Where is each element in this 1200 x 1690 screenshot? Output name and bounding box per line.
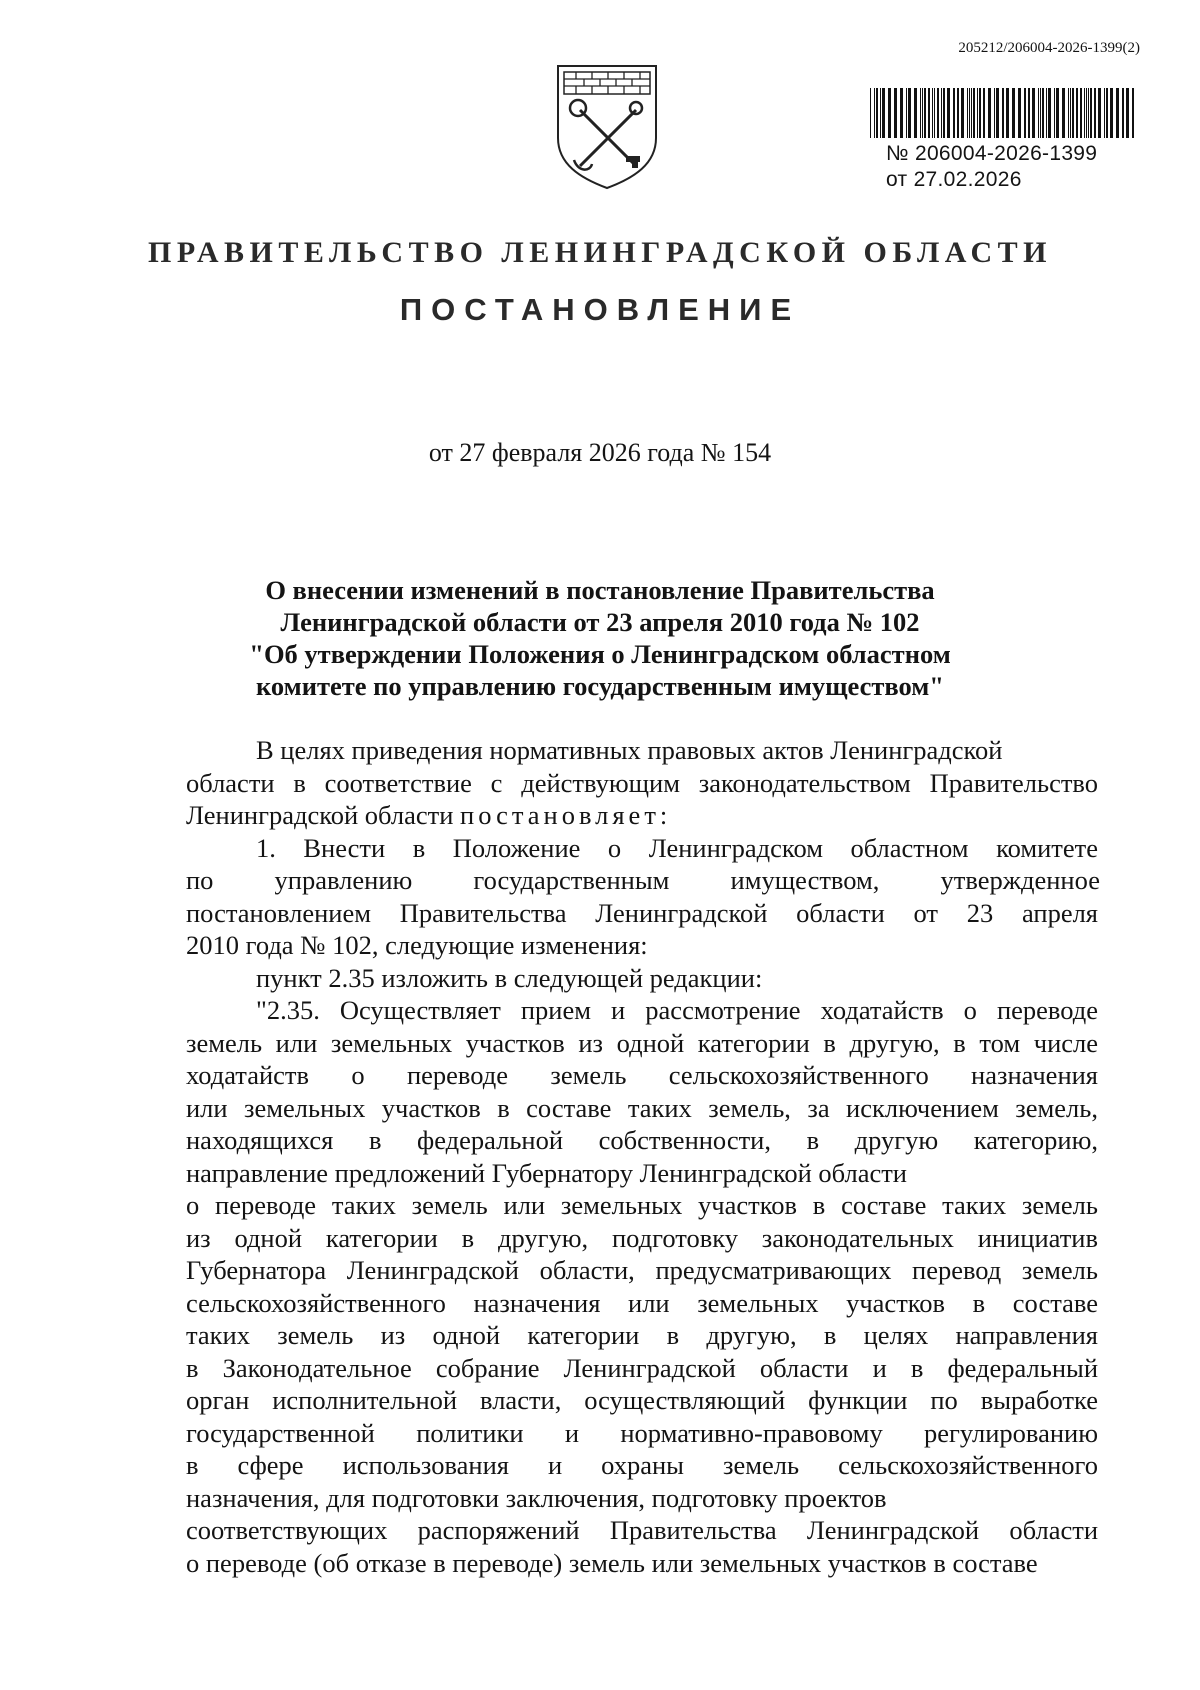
word: государственным [473,865,670,895]
barcode-bar [922,88,923,138]
barcode-bar [1046,88,1047,138]
government-title: ПРАВИТЕЛЬСТВО ЛЕНИНГРАДСКОЙ ОБЛАСТИ [148,236,1052,269]
subject-line: комитете по управлению государственным имуществом" [255,671,945,701]
barcode-bar [947,88,950,138]
barcode-bar [894,88,897,138]
barcode-bar [943,88,945,138]
amendment-line: или земельных участков в составе таких земель, за исключением земель, [186,1092,1098,1123]
coat-of-arms-icon [552,60,662,192]
barcode-bar [906,88,907,138]
barcode-bar [920,88,921,138]
barcode-bar [1122,88,1124,138]
barcode-bar [1084,88,1085,138]
word: управлению [274,865,413,895]
barcode-bar [1062,88,1065,138]
amendment-line: соответствующих распоряжений Правительства Ленинградской области [186,1515,1098,1545]
barcode-bar [1110,88,1113,138]
barcode-bar [1098,88,1101,138]
barcode-bar [937,88,939,138]
barcode-bar [1104,88,1105,138]
amendment-line: сельскохозяйственного назначения или земельных участков в составе [186,1287,1098,1318]
barcode-bar [924,88,926,138]
barcode-bar [1068,88,1069,138]
barcode-bar [983,88,985,138]
subject-line: "Об утверждении Положения о Ленинградском областном [249,639,951,669]
barcode-bar [1072,88,1074,138]
barcode-bar [1038,88,1039,138]
barcode-bar [888,88,891,138]
barcode-bar [957,88,959,138]
preamble-line [186,799,1100,832]
barcode-bar [1028,88,1030,138]
barcode-bar [1088,88,1089,138]
item-line: 1. Внести в Положение о Ленинградском областном комитете [256,832,1098,863]
barcode-bar [1116,88,1119,138]
subject-line: О внесении изменений в постановление Правительства [265,575,935,605]
amendment-line: назначения, для подготовки заключения, подготовку проектов [186,1482,887,1513]
amendment-line: ходатайств о переводе земель сельскохозяйственного назначения [186,1060,1098,1090]
barcode-bar [1090,88,1092,138]
amendment-line: в сфере использования и охраны земель сельскохозяйственного [186,1450,1098,1480]
amendment-line: таких земель из одной категории в другую, в целях направления [186,1320,1098,1350]
decree-subject [150,574,1050,702]
decree-date-number: от 27 февраля 2026 года № 154 [428,438,772,467]
subject-line: Ленинградской области от 23 апреля 2010 года № 102 [280,607,920,637]
item-line [186,864,1100,897]
barcode-bar [1018,88,1021,138]
registration-date: от 27.02.2026 [886,168,1022,191]
barcode-bar [1006,88,1009,138]
barcode-bar [961,88,964,138]
amendment-line: орган исполнительной власти, осуществляющий функции по выработке [186,1385,1098,1415]
barcode-bar [882,88,885,138]
barcode-bar [932,88,933,138]
barcode-bar [874,88,875,138]
amendment-line: в Законодательное собрание Ленинградской области и в федеральный [186,1352,1098,1383]
item-line: постановлением Правительства Ленинградской области от 23 апреля [186,897,1098,928]
amendment-intro: пункт 2.35 изложить в следующей редакции: [256,962,763,993]
barcode-bar [908,88,911,138]
amendment-line: о переводе таких земель или земельных участков в составе таких земель [186,1190,1098,1220]
barcode-bar [1056,88,1059,138]
barcode-bar [1032,88,1035,138]
amendment-line: находящихся в федеральной собственности, в другую категорию, [186,1125,1098,1155]
word: утвержденное [940,865,1100,895]
item-line: 2010 года № 102, следующие изменения: [186,930,648,960]
preamble-line [186,734,1100,767]
barcode-bar [977,88,978,138]
barcode-bar [870,88,871,138]
barcode-bar [1070,88,1071,138]
barcode-icon [868,88,1138,138]
barcode-bar [1002,88,1004,138]
decree-word: постановляет: [460,800,672,830]
barcode-bar [988,88,991,138]
barcode-bar [994,88,995,138]
registration-number: № 206004-2026-1399 [886,142,1098,165]
barcode-bar [979,88,981,138]
amendment-line: земель или земельных участков из одной категории в другую, в том числе [186,1027,1098,1058]
barcode-bar [880,88,881,138]
word: имуществом, [730,865,880,895]
barcode-bar [928,88,930,138]
barcode-bar [969,88,970,138]
amendment-line: о переводе (об отказе в переводе) земель или земельных участков в составе [186,1547,1038,1578]
barcode-bar [1106,88,1108,138]
barcode-bar [876,88,878,138]
barcode-bar [1012,88,1015,138]
barcode-bar [1086,88,1087,138]
amendment-line: направление предложений Губернатору Ленинградской области [186,1157,907,1188]
barcode-bar [1048,88,1051,138]
document-reference: 205212/206004-2026-1399(2) [958,40,1140,56]
barcode-bar [967,88,968,138]
amendment-line: Губернатора Ленинградской области, предусматривающих перевод земель [186,1255,1098,1285]
text-run: Ленинградской области [186,800,454,830]
amendment-line: государственной политики и нормативно-правовому регулированию [186,1417,1098,1448]
barcode-bar [1054,88,1055,138]
barcode-bar [1042,88,1044,138]
barcode-bar [941,88,942,138]
coat-of-arms-graphic [552,60,662,192]
amendment-text [186,994,1100,1579]
document-type: ПОСТАНОВЛЕНИЕ [399,292,801,327]
barcode-bar [914,88,917,138]
word: по [186,865,214,895]
barcode-bar [996,88,999,138]
amendment-line: "2.35. Осуществляет прием и рассмотрение ходатайств о переводе [256,995,1098,1025]
barcode-bar [900,88,903,138]
barcode-bar [973,88,975,138]
barcode-graphic [868,88,1138,138]
barcode-bar [1094,88,1096,138]
barcode-bar [1040,88,1041,138]
barcode-bar [934,88,935,138]
barcode-bar [1126,88,1129,138]
barcode-bar [1024,88,1026,138]
barcode-bar [1132,88,1134,138]
amendment-line: из одной категории в другую, подготовку законодательных инициатив [186,1222,1098,1253]
barcode-bar [953,88,955,138]
barcode-bar [1076,88,1078,138]
decree-body [186,734,1100,1579]
preamble-line: области в соответствие с действующим законодательством Правительство [186,767,1098,798]
barcode-bar [1080,88,1082,138]
text-run: В целях приведения нормативных правовых актов Ленинградской [256,735,1003,765]
barcode-bar [971,88,972,138]
